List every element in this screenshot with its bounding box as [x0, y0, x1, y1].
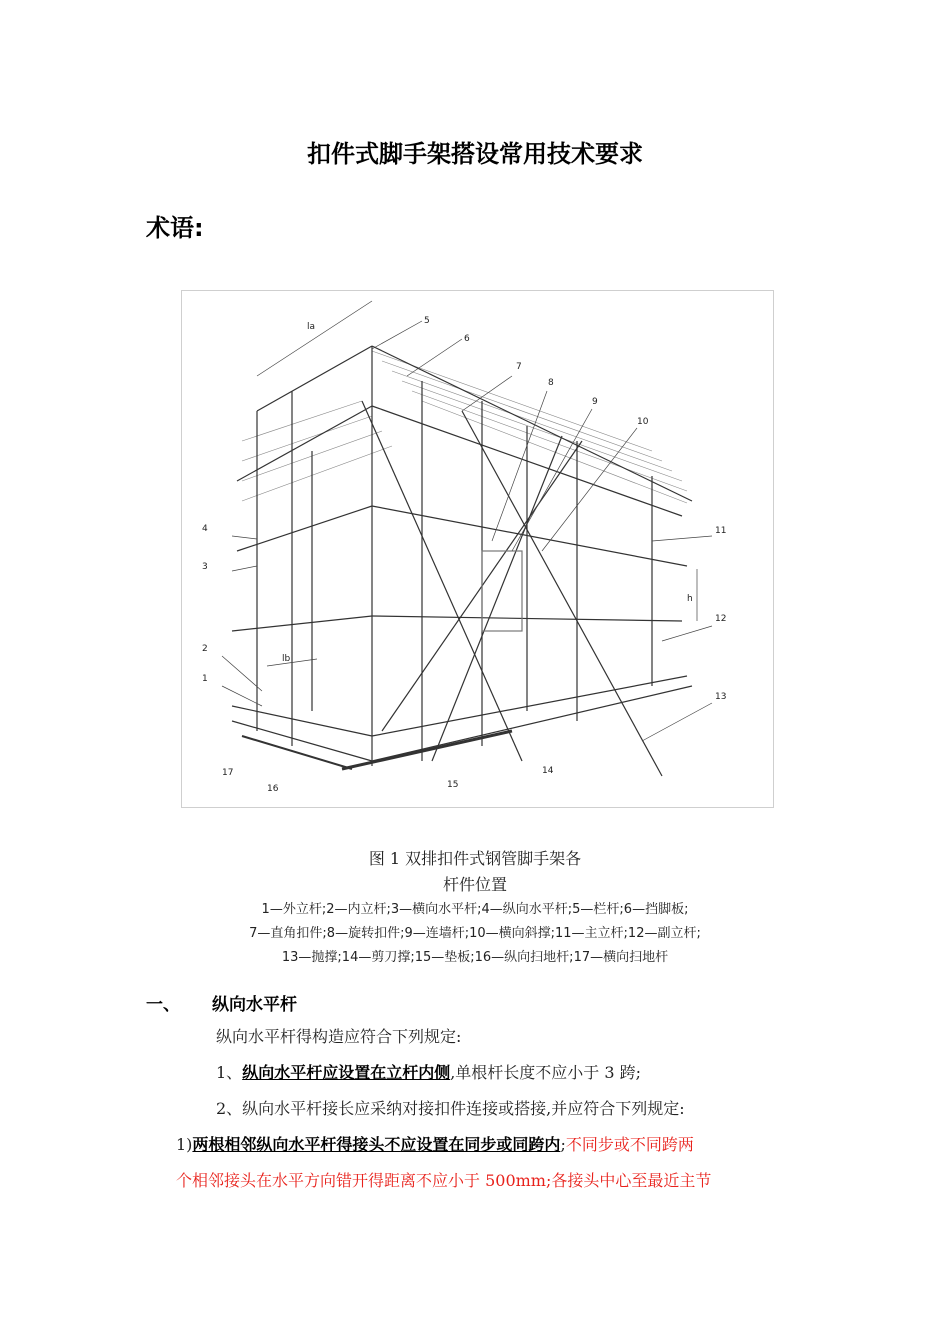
callout-10: 10 [637, 417, 649, 427]
subitem-separator: ; [560, 1135, 566, 1154]
callout-7: 7 [516, 362, 522, 372]
callout-14: 14 [542, 766, 554, 776]
callout-15: 15 [447, 780, 459, 790]
subitem-prefix: 1) [176, 1135, 193, 1154]
callout-13: 13 [715, 692, 727, 702]
document-title: 扣件式脚手架搭设常用技术要求 [307, 140, 643, 168]
dimension-la: la [307, 322, 316, 332]
figure-caption-line1: 图 1 双排扣件式钢管脚手架各 [368, 849, 582, 868]
subitem-red-continuation: 个相邻接头在水平方向错开得距离不应小于 500mm;各接头中心至最近主节 [176, 1171, 712, 1190]
terms-heading: 术语: [146, 214, 204, 242]
callout-2: 2 [202, 644, 208, 654]
callout-11: 11 [715, 526, 727, 536]
dimension-lb: lb [282, 654, 291, 664]
dimension-marks [257, 301, 697, 666]
dimension-h: h [687, 594, 693, 604]
section-number: 一、 [146, 995, 180, 1015]
rule-item-1-prefix: 1、 [216, 1063, 243, 1082]
scaffold-drawing [182, 291, 773, 807]
callout-6: 6 [464, 334, 470, 344]
callout-9: 9 [592, 397, 598, 407]
rule-item-1-emphasis: 纵向水平杆应设置在立杆内侧 [242, 1063, 451, 1082]
callout-12: 12 [715, 614, 727, 624]
scaffold-figure [181, 290, 774, 808]
section-title: 纵向水平杆 [212, 995, 297, 1015]
callout-3: 3 [202, 562, 208, 572]
section-intro: 纵向水平杆得构造应符合下列规定: [216, 1027, 462, 1046]
figure-legend-line2: 7—直角扣件;8—旋转扣件;9—连墙杆;10—横向斜撑;11—主立杆;12—副立杆; [249, 926, 701, 941]
rule-subitem-1 [176, 1132, 694, 1155]
rule-item-2: 2、纵向水平杆接长应采纳对接扣件连接或搭接,并应符合下列规定: [216, 1099, 685, 1118]
callout-5: 5 [424, 316, 430, 326]
scaffold-structure [232, 346, 692, 776]
subitem-red-text: 不同步或不同跨两 [565, 1135, 694, 1154]
callout-4: 4 [202, 524, 208, 534]
figure-legend-line3: 13—抛撑;14—剪刀撑;15—垫板;16—纵向扫地杆;17—横向扫地杆 [281, 950, 669, 965]
callout-1: 1 [202, 674, 208, 684]
rule-item-1 [216, 1060, 641, 1083]
callout-8: 8 [548, 378, 554, 388]
section-heading [146, 990, 297, 1015]
callout-17: 17 [222, 768, 234, 778]
callout-16: 16 [267, 784, 279, 794]
figure-caption-line2: 杆件位置 [442, 875, 507, 894]
subitem-emphasis: 两根相邻纵向水平杆得接头不应设置在同步或同跨内 [192, 1135, 561, 1154]
figure-legend-line1: 1—外立杆;2—内立杆;3—横向水平杆;4—纵向水平杆;5—栏杆;6—挡脚板; [261, 902, 689, 917]
rule-item-1-rest: ,单根杆长度不应小于 3 跨; [450, 1063, 642, 1082]
